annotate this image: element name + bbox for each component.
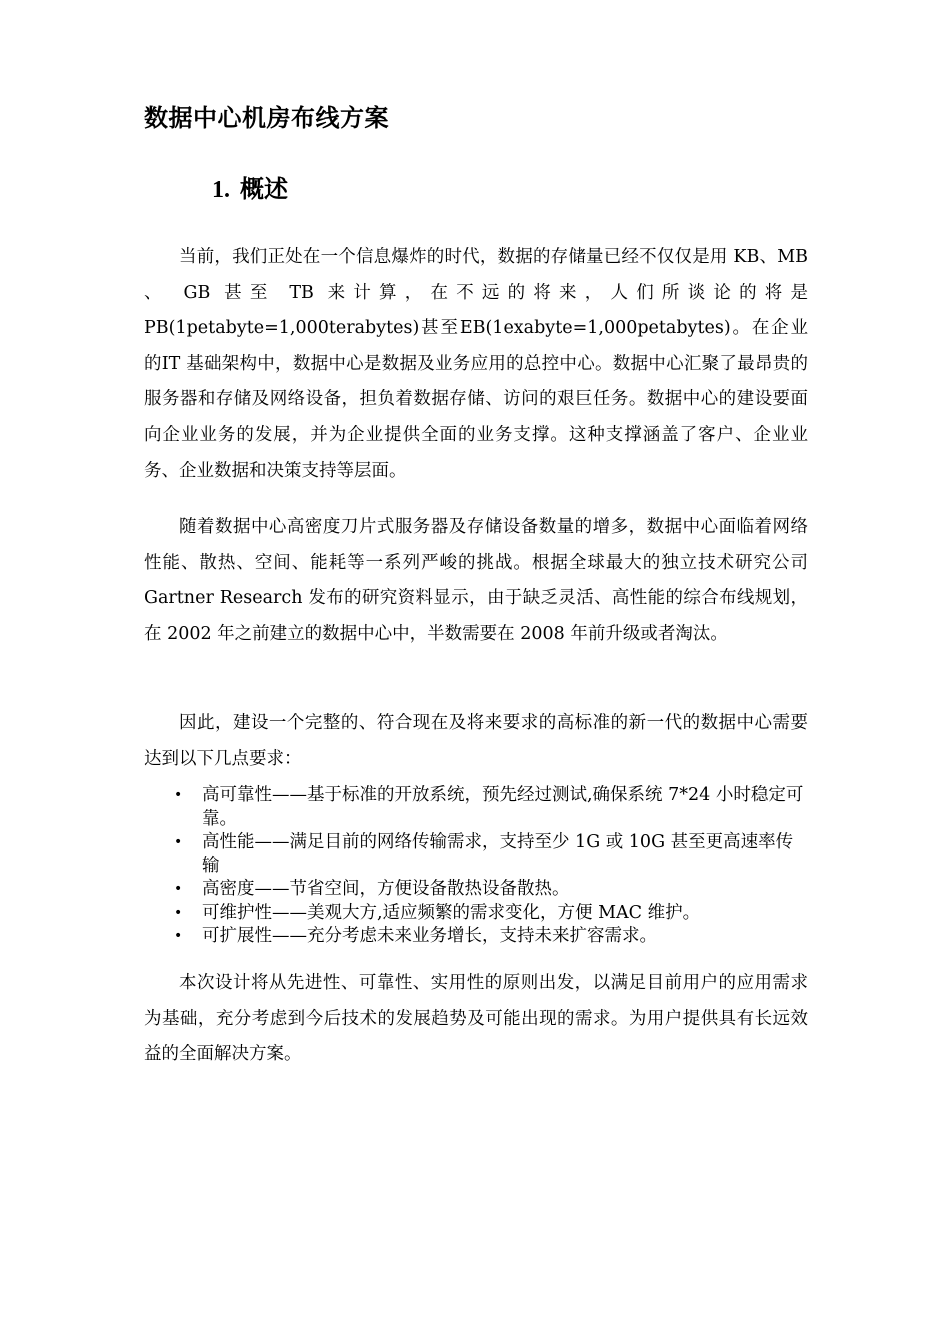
list-item bbox=[174, 784, 808, 831]
requirement-scalability: 可扩展性——充分考虑未来业务增长，支持未来扩容需求。 bbox=[202, 926, 657, 946]
bullet-icon: • bbox=[174, 928, 183, 944]
bullet-icon: • bbox=[174, 904, 183, 921]
section-number: 1. bbox=[212, 177, 230, 203]
document-title: 数据中心机房布线方案 bbox=[144, 103, 389, 132]
requirement-maintainability: 可维护性——美观大方,适应频繁的需求变化，方便 MAC 维护。 bbox=[202, 902, 701, 923]
section-heading-text: 概述 bbox=[240, 174, 288, 203]
list-item bbox=[174, 878, 808, 902]
bullet-icon: • bbox=[174, 881, 183, 897]
bullet-icon: • bbox=[174, 787, 183, 803]
requirement-density: 高密度——节省空间，方便设备散热设备散热。 bbox=[202, 879, 570, 899]
paragraph-intro: 当前，我们正处在一个信息爆炸的时代，数据的存储量已经不仅仅是用 KB、MB 、 GB 甚至 TB 来计算，在不远的将来，人们所谈论的将是PB(1petabyte=1,000terabytes)甚至EB(1exabyte=1,000petabytes)。在企业的IT 基础架构中，数据中心是数据及业务应用的总控中心。数据中心汇聚了最昂贵的服务器和存储及网络设备，担负着数据存储、访问的艰巨任务。数据中心的建设要面向企业业务的发展，并为企业提供全面的业务支撑。这种支撑涵盖了客户、企业业务、企业数据和决策支持等层面。 bbox=[144, 247, 808, 481]
list-item bbox=[174, 902, 808, 926]
paragraph-requirements-intro: 因此，建设一个完整的、符合现在及将来要求的高标准的新一代的数据中心需要达到以下几点要求： bbox=[144, 713, 808, 769]
requirement-reliability: 高可靠性——基于标准的开放系统，预先经过测试,确保系统 7*24 小时稳定可靠。 bbox=[202, 785, 804, 829]
section-heading bbox=[212, 172, 288, 207]
bullet-icon: • bbox=[174, 834, 183, 850]
paragraph-challenges: 随着数据中心高密度刀片式服务器及存储设备数量的增多，数据中心面临着网络性能、散热、空间、能耗等一系列严峻的挑战。根据全球最大的独立技术研究公司 Gartner Research 发布的研究资料显示，由于缺乏灵活、高性能的综合布线规划，在 2002 年之前建立的数据中心中，半数需要在 2008 年前升级或者淘汰。 bbox=[144, 517, 808, 644]
requirement-performance: 高性能——满足目前的网络传输需求，支持至少 1G 或 10G 甚至更高速率传输 bbox=[202, 832, 794, 876]
list-item bbox=[174, 925, 808, 949]
list-item bbox=[174, 831, 808, 878]
paragraph-design-goal: 本次设计将从先进性、可靠性、实用性的原则出发，以满足目前用户的应用需求为基础，充分考虑到今后技术的发展趋势及可能出现的需求。为用户提供具有长远效益的全面解决方案。 bbox=[144, 973, 808, 1065]
requirements-list bbox=[174, 784, 808, 949]
